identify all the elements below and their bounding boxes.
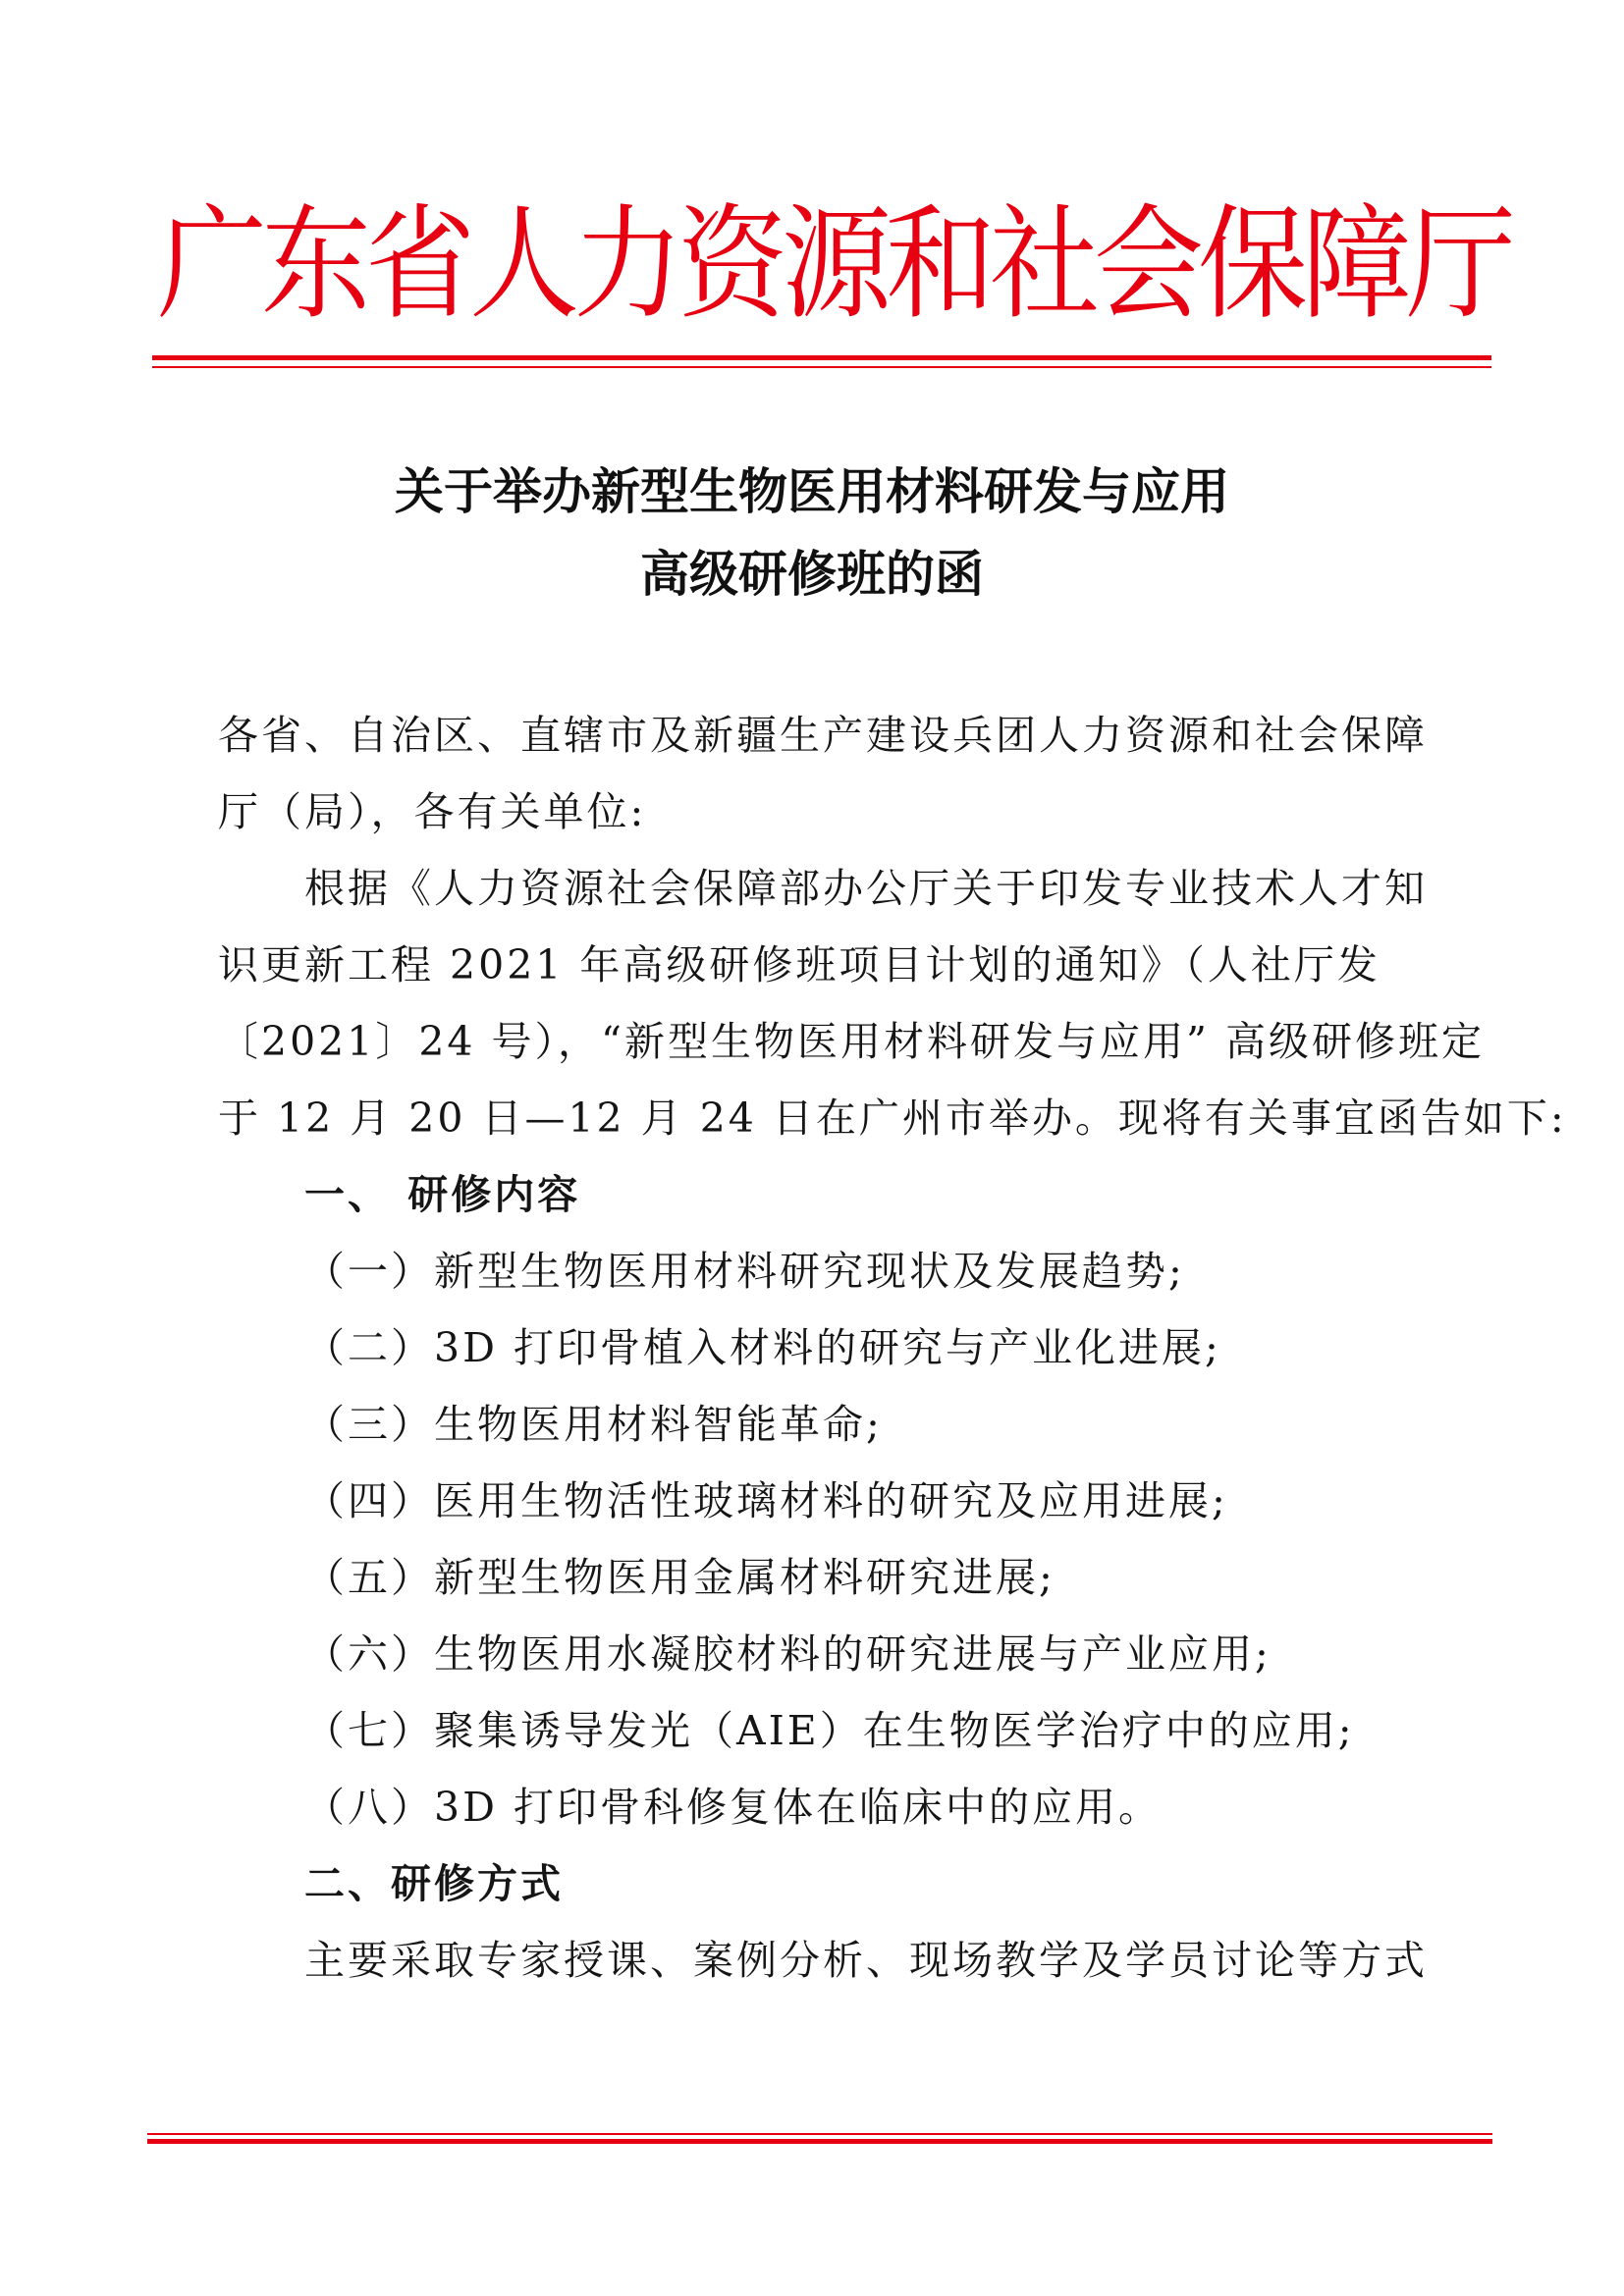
section1-item-2: （二）3D 打印骨植入材料的研究与产业化进展; (304, 1324, 1221, 1371)
section1-heading: 一、 研修内容 (304, 1171, 581, 1218)
intro-line3: 〔2021〕24 号），“新型生物医用材料研发与应用” 高级研修班定 (218, 1018, 1485, 1065)
intro-line4: 于 12 月 20 日—12 月 24 日在广州市举办。现将有关事宜函告如下: (218, 1095, 1567, 1142)
section1-item-7: （七）聚集诱导发光（AIE）在生物医学治疗中的应用; (304, 1707, 1355, 1754)
section2-heading: 二、研修方式 (304, 1860, 564, 1907)
intro-line2: 识更新工程 2021 年高级研修班项目计划的通知》（人社厅发 (218, 941, 1380, 988)
addressee-line2: 厅（局），各有关单位: (218, 788, 647, 835)
section1-item-6: （六）生物医用水凝胶材料的研究进展与产业应用; (304, 1630, 1272, 1678)
section1-item-4: （四）医用生物活性玻璃材料的研究及应用进展; (304, 1477, 1228, 1524)
addressee-line1: 各省、自治区、直辖市及新疆生产建设兵团人力资源和社会保障 (218, 712, 1428, 759)
section2-line1: 主要采取专家授课、案例分析、现场教学及学员讨论等方式 (304, 1937, 1428, 1984)
intro-line1: 根据《人力资源社会保障部办公厅关于印发专业技术人才知 (304, 865, 1428, 912)
footer-rule-thin (147, 2133, 1492, 2135)
document-title-line2: 高级研修班的函 (640, 545, 984, 603)
section1-item-5: （五）新型生物医用金属材料研究进展; (304, 1554, 1056, 1601)
section1-item-1: （一）新型生物医用材料研究现状及发展趋势; (304, 1248, 1185, 1295)
masthead-rule-thick (152, 355, 1491, 360)
masthead: 广东省人力资源和社会保障厅 (157, 193, 1510, 337)
document-title-line1: 关于举办新型生物医用材料研发与应用 (395, 462, 1229, 520)
section1-item-3: （三）生物医用材料智能革命; (304, 1401, 883, 1448)
footer-rule-thick (147, 2139, 1492, 2144)
section1-item-8: （八）3D 打印骨科修复体在临床中的应用。 (304, 1784, 1162, 1831)
masthead-rule-thin (152, 366, 1491, 368)
